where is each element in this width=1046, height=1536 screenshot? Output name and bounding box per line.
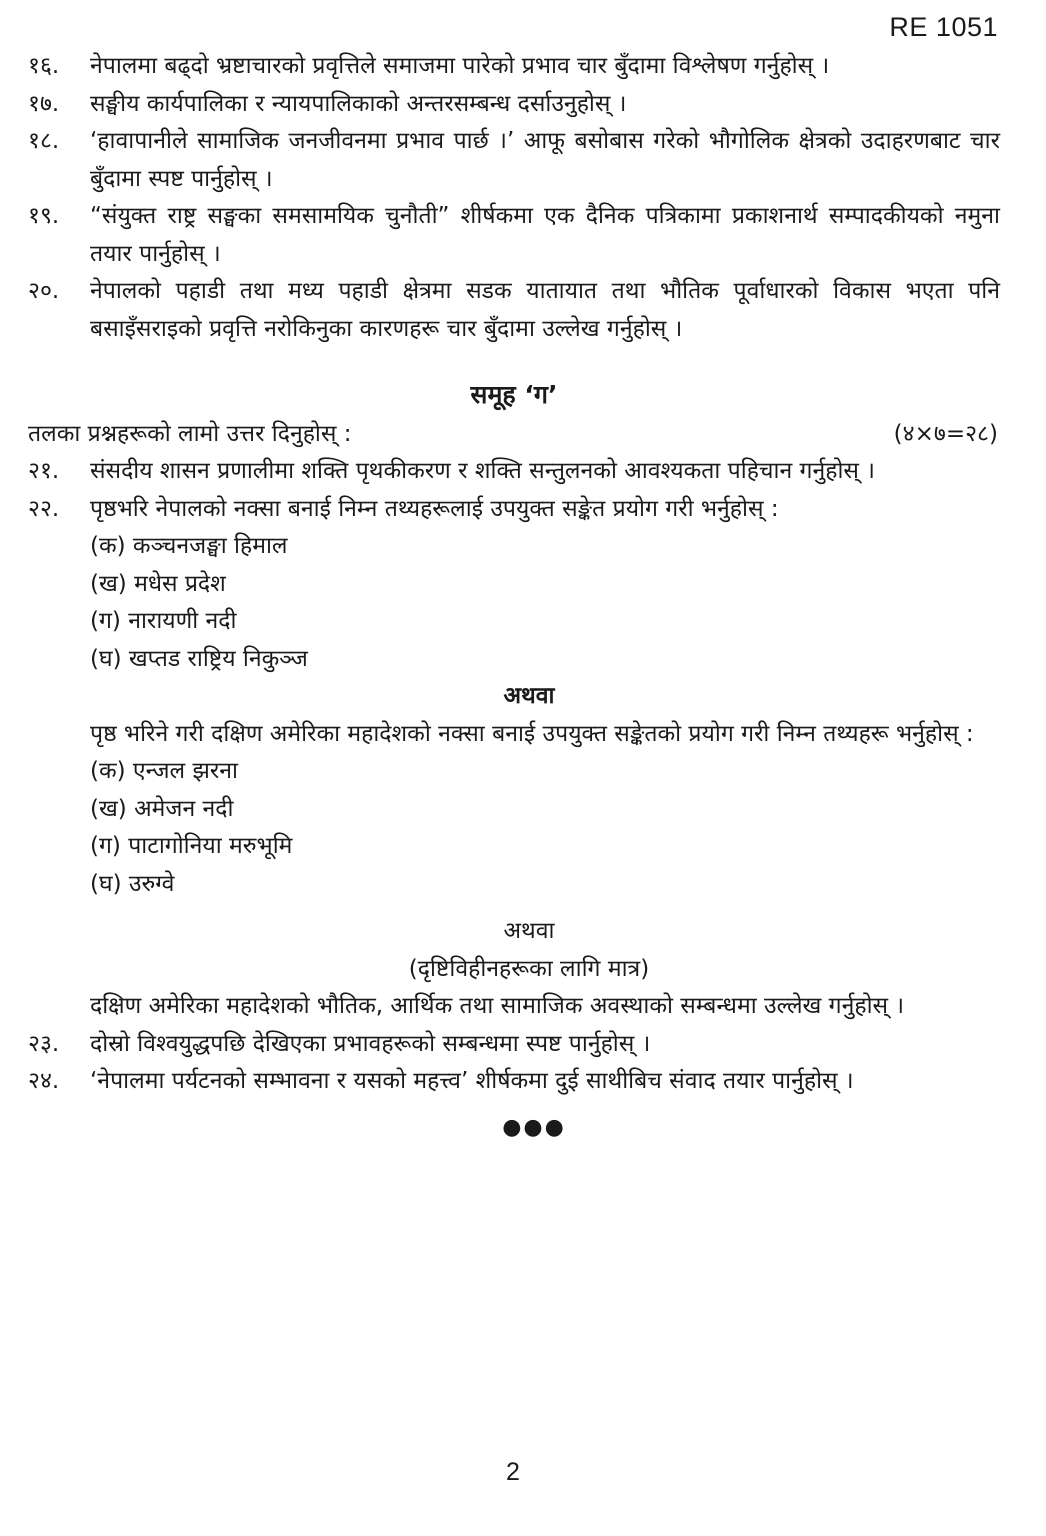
option-item: (क) कञ्चनजङ्घा हिमाल <box>90 533 288 559</box>
question-22 <box>28 491 1000 529</box>
question-number: २४. <box>28 1068 60 1094</box>
or-divider: अथवा <box>503 918 555 944</box>
question-20 <box>28 273 1000 348</box>
question-19 <box>28 198 1000 273</box>
group-heading: समूह ‘ग’ <box>470 380 558 409</box>
question-text: नेपालमा बढ्दो भ्रष्टाचारको प्रवृत्तिले समाजमा पारेको प्रभाव चार बुँदामा विश्लेषण गर्नुहोस् । <box>90 53 830 79</box>
option-item: (क) एन्जल झरना <box>90 758 238 784</box>
option-item: (ख) मधेस प्रदेश <box>90 570 226 597</box>
option-item: (घ) उरुग्वे <box>90 870 175 897</box>
question-number: २२. <box>28 495 60 522</box>
question-21 <box>28 453 1000 491</box>
group-instruction-row <box>28 416 998 454</box>
question-17 <box>28 86 1000 124</box>
question-text: दोस्रो विश्वयुद्धपछि देखिएका प्रभावहरूको सम्बन्धमा स्पष्ट पार्नुहोस् । <box>90 1030 651 1057</box>
question-text: संसदीय शासन प्रणालीमा शक्ति पृथकीकरण र शक्ति सन्तुलनको आवश्यकता पहिचान गर्नुहोस् । <box>90 458 876 484</box>
question-text: ‘हावापानीले सामाजिक जनजीवनमा प्रभाव पार्छ ।’ आफू बसोबास गरेको भौगोलिक क्षेत्रको उदाहरणबाट चार बुँदामा स्पष्ट पार्नुहोस् । <box>90 128 1000 192</box>
question-18 <box>28 123 1000 198</box>
alternative-question-text: पृष्ठ भरिने गरी दक्षिण अमेरिका महादेशको नक्सा बनाई उपयुक्त सङ्केतको प्रयोग गरी निम्न तथ्यहरू भर्नुहोस् : <box>90 720 974 747</box>
blind-question-text: दक्षिण अमेरिका महादेशको भौतिक, आर्थिक तथा सामाजिक अवस्थाको सम्बन्धमा उल्लेख गर्नुहोस् । <box>90 993 905 1019</box>
question-number: २०. <box>28 278 60 304</box>
question-number: १७. <box>28 90 60 117</box>
option-item: (घ) खप्तड राष्ट्रिय निकुञ्ज <box>90 645 308 672</box>
end-marker: ●●● <box>502 1114 566 1140</box>
question-24 <box>28 1063 1000 1101</box>
question-text: सङ्घीय कार्यपालिका र न्यायपालिकाको अन्तरसम्बन्ध दर्साउनुहोस् । <box>90 90 627 117</box>
question-text: ‘नेपालमा पर्यटनको सम्भावना र यसको महत्त्व’ शीर्षकमा दुई साथीबिच संवाद तयार पार्नुहोस् । <box>90 1068 854 1094</box>
question-number: १९. <box>28 203 60 229</box>
question-number: १६. <box>28 53 60 79</box>
question-number: २१. <box>28 458 60 484</box>
paper-code: RE 1051 <box>889 12 998 42</box>
page-number: 2 <box>506 1458 520 1486</box>
question-text: “संयुक्त राष्ट्र सङ्घका समसामयिक चुनौती” शीर्षकमा एक दैनिक पत्रिकामा प्रकाशनार्थ सम्पादकीयको नमुना तयार पार्नुहोस् । <box>90 203 1000 267</box>
option-item: (ग) पाटागोनिया मरुभूमि <box>90 833 293 859</box>
or-divider: अथवा <box>503 683 555 709</box>
question-number: १८. <box>28 128 60 154</box>
option-item: (ग) नारायणी नदी <box>90 608 237 634</box>
question-16 <box>28 48 1000 86</box>
question-number: २३. <box>28 1030 60 1057</box>
group-instruction: तलका प्रश्नहरूको लामो उत्तर दिनुहोस् : <box>28 420 352 447</box>
option-item: (ख) अमेजन नदी <box>90 795 234 822</box>
page-content <box>28 48 1000 1146</box>
question-23 <box>28 1026 1000 1064</box>
blind-only-note: (दृष्टिविहीनहरूका लागि मात्र) <box>408 955 650 982</box>
group-marks: (४×७=२८) <box>893 420 998 447</box>
question-text: पृष्ठभरि नेपालको नक्सा बनाई निम्न तथ्यहरूलाई उपयुक्त सङ्केत प्रयोग गरी भर्नुहोस् : <box>90 495 779 522</box>
question-text: नेपालको पहाडी तथा मध्य पहाडी क्षेत्रमा सडक यातायात तथा भौतिक पूर्वाधारको विकास भएता पनि बसाइँसराइको प्रवृत्ति नरोकिनुका कारणहरू चार बुँदामा उल्लेख गर्नुहोस् । <box>90 278 1000 342</box>
